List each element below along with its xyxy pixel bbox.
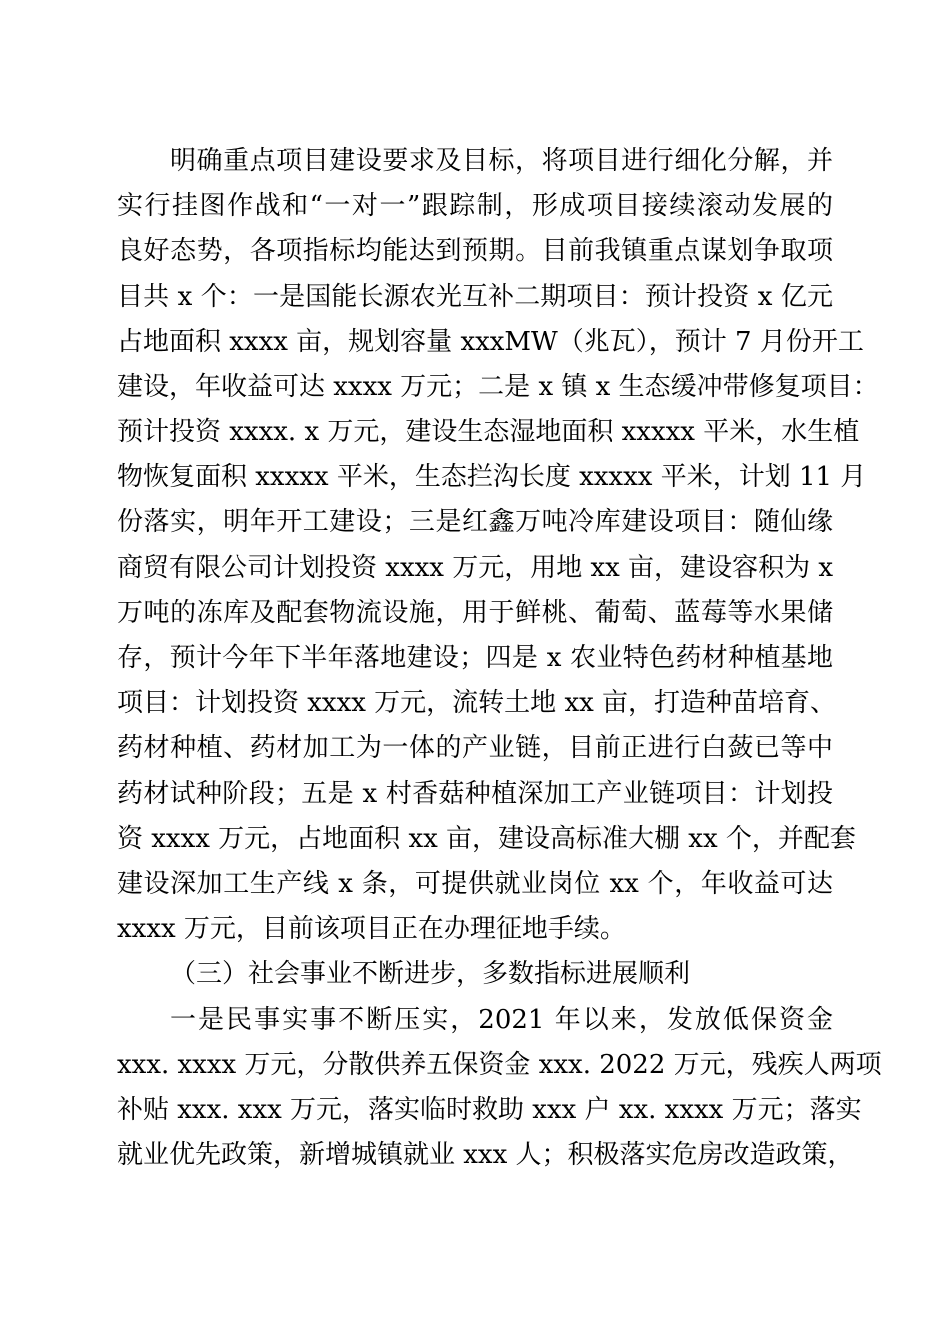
paragraph-1-line-4: 目共 x 个：一是国能长源农光互补二期项目：预计投资 x 亿元 bbox=[117, 282, 833, 312]
paragraph-1-line-3: 良好态势，各项指标均能达到预期。目前我镇重点谋划争取项 bbox=[117, 236, 833, 266]
section-heading-3: （三）社会事业不断进步，多数指标进展顺利 bbox=[170, 959, 691, 989]
paragraph-1-line-10: 商贸有限公司计划投资 xxxx 万元，用地 xx 亩，建设容积为 x bbox=[117, 553, 833, 583]
paragraph-2-line-4: 就业优先政策，新增城镇就业 xxx 人；积极落实危房改造政策， bbox=[117, 1140, 854, 1170]
paragraph-1-line-18: xxxx 万元，目前该项目正在办理征地手续。 bbox=[117, 914, 626, 944]
paragraph-1-line-1: 明确重点项目建设要求及目标，将项目进行细化分解，并 bbox=[170, 146, 833, 176]
paragraph-1-line-7: 预计投资 xxxx. x 万元，建设生态湿地面积 xxxxx 平米，水生植 bbox=[117, 417, 860, 447]
paragraph-2-line-2: xxx. xxxx 万元，分散供养五保资金 xxx. 2022 万元，残疾人两项 bbox=[117, 1050, 882, 1080]
paragraph-1-line-5: 占地面积 xxxx 亩，规划容量 xxxMW（兆瓦），预计 7 月份开工 bbox=[117, 327, 864, 357]
paragraph-1-line-13: 项目：计划投资 xxxx 万元，流转土地 xx 亩，打造种苗培育、 bbox=[117, 688, 837, 718]
paragraph-1-line-16: 资 xxxx 万元，占地面积 xx 亩，建设高标准大棚 xx 个，并配套 bbox=[117, 824, 856, 854]
paragraph-1-line-17: 建设深加工生产线 x 条，可提供就业岗位 xx 个，年收益可达 bbox=[117, 869, 833, 899]
paragraph-1-line-2: 实行挂图作战和“一对一”跟踪制，形成项目接续滚动发展的 bbox=[117, 191, 833, 221]
paragraph-1-line-6: 建设，年收益可达 xxxx 万元；二是 x 镇 x 生态缓冲带修复项目： bbox=[117, 372, 879, 402]
paragraph-2-line-1: 一是民事实事不断压实，2021 年以来，发放低保资金 bbox=[170, 1005, 833, 1035]
paragraph-1-line-11: 万吨的冻库及配套物流设施，用于鲜桃、葡萄、蓝莓等水果储 bbox=[117, 598, 833, 628]
paragraph-1-line-9: 份落实，明年开工建设；三是红鑫万吨冷库建设项目：随仙缘 bbox=[117, 507, 833, 537]
paragraph-1-line-15: 药材试种阶段；五是 x 村香菇种植深加工产业链项目：计划投 bbox=[117, 779, 833, 809]
paragraph-2-line-3: 补贴 xxx. xxx 万元，落实临时救助 xxx 户 xx. xxxx 万元；落实 bbox=[117, 1095, 862, 1125]
paragraph-1-line-14: 药材种植、药材加工为一体的产业链，目前正进行白蔹已等中 bbox=[117, 733, 833, 763]
paragraph-1-line-12: 存，预计今年下半年落地建设；四是 x 农业特色药材种植基地 bbox=[117, 643, 833, 673]
paragraph-1-line-8: 物恢复面积 xxxxx 平米，生态拦沟长度 xxxxx 平米，计划 11 月 bbox=[117, 462, 867, 492]
